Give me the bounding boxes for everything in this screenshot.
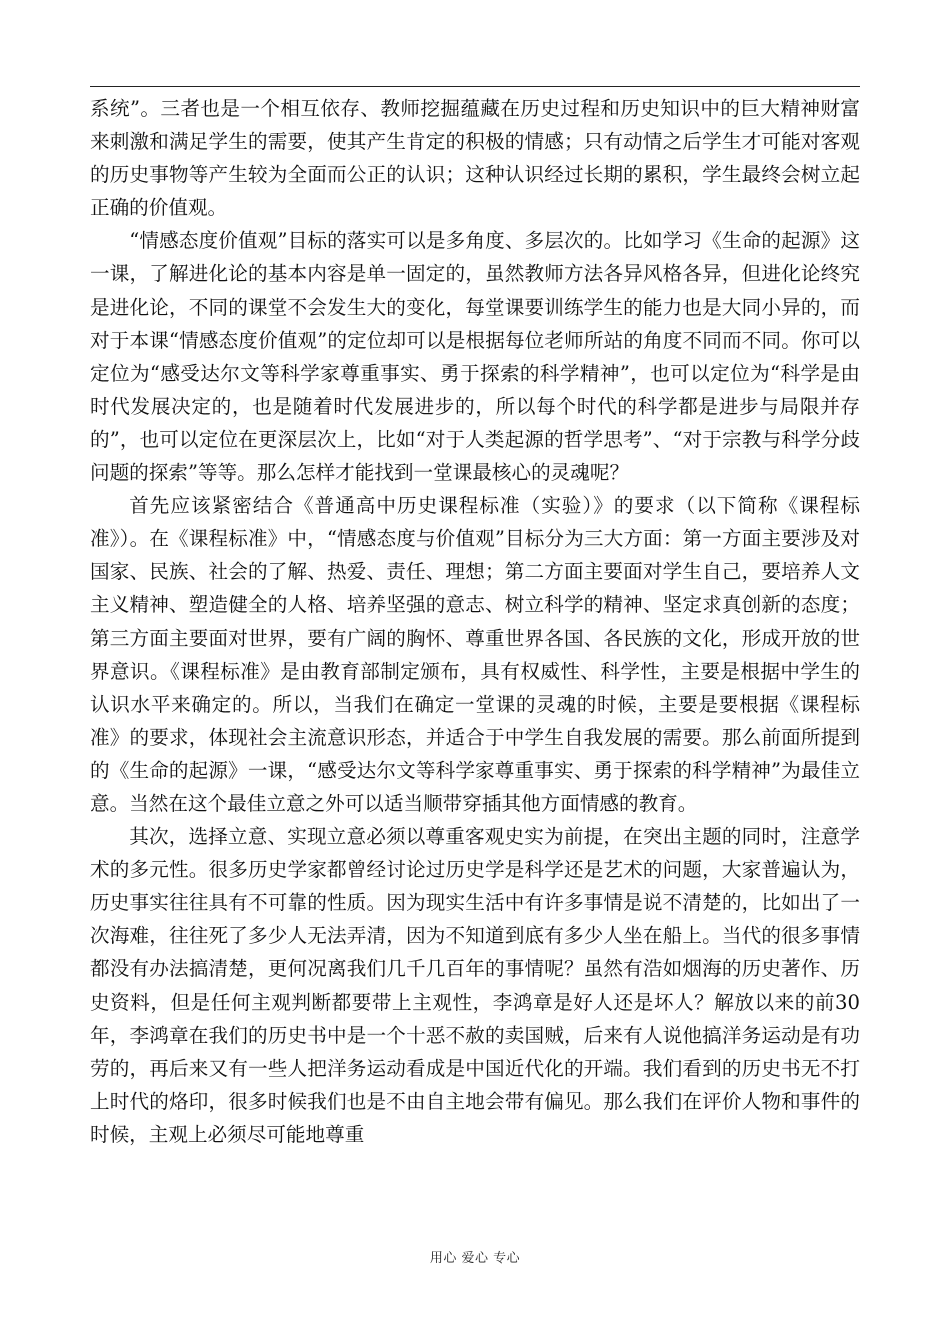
- document-body: [90, 92, 860, 1151]
- header-rule: [90, 86, 860, 87]
- paragraph-1: 系统”。三者也是一个相互依存、教师挖掘蕴藏在历史过程和历史知识中的巨大精神财富来刺激和满足学生的需要，使其产生肯定的积极的情感；只有动情之后学生才可能对客观的历史事物等产生较为全面而公正的认识；这种认识经过长期的累积，学生最终会树立起正确的价值观。: [90, 97, 860, 220]
- paragraph-2: “情感态度价值观”目标的落实可以是多角度、多层次的。比如学习《生命的起源》这一课，了解进化论的基本内容是单一固定的，虽然教师方法各异风格各异，但进化论终究是进化论，不同的课堂不会发生大的变化，每堂课要训练学生的能力也是大同小异的，而对于本课“情感态度价值观”的定位却可以是根据每位老师所站的角度不同而不同。你可以定位为“感受达尔文等科学家尊重事实、勇于探索的科学精神”，也可以定位为“科学是由时代发展决定的，也是随着时代发展进步的，所以每个时代的科学都是进步与局限并存的”，也可以定位在更深层次上，比如“对于人类起源的哲学思考”、“对于宗教与科学分歧问题的探索”等等。那么怎样才能找到一堂课最核心的灵魂呢？: [90, 229, 860, 485]
- page-footer: 用心 爱心 专心: [429, 1251, 521, 1266]
- paragraph-4: 其次，选择立意、实现立意必须以尊重客观史实为前提，在突出主题的同时，注意学术的多元性。很多历史学家都曾经讨论过历史学是科学还是艺术的问题，大家普遍认为，历史事实往往具有不可靠的性质。因为现实生活中有许多事情是说不清楚的，比如出了一次海难，往往死了多少人无法弄清，因为不知道到底有多少人坐在船上。当代的很多事情都没有办法搞清楚，更何况离我们几千几百年的事情呢？虽然有浩如烟海的历史著作、历史资料，但是任何主观判断都要带上主观性，李鸿章是好人还是坏人？解放以来的前30年，李鸿章在我们的历史书中是一个十恶不赦的卖国贼，后来有人说他搞洋务运动是有功劳的，再后来又有一些人把洋务运动看成是中国近代化的开端。我们看到的历史书无不打上时代的烙印，很多时候我们也是不由自主地会带有偏见。那么我们在评价人物和事件的时候，主观上必须尽可能地尊重: [90, 825, 860, 1146]
- paragraph-3: 首先应该紧密结合《普通高中历史课程标准（实验）》的要求（以下简称《课程标准》）。在《课程标准》中，“情感态度与价值观”目标分为三大方面：第一方面主要涉及对国家、民族、社会的了解、热爱、责任、理想；第二方面主要面对学生自己，要培养人文主义精神、塑造健全的人格、培养坚强的意志、树立科学的精神、坚定求真创新的态度；第三方面主要面对世界，要有广阔的胸怀、尊重世界各国、各民族的文化，形成开放的世界意识。《课程标准》是由教育部制定颁布，具有权威性、科学性，主要是根据中学生的认识水平来确定的。所以，当我们在确定一堂课的灵魂的时候，主要是要根据《课程标准》的要求，体现社会主流意识形态，并适合于中学生自我发展的需要。那么前面所提到的《生命的起源》一课，“感受达尔文等科学家尊重事实、勇于探索的科学精神”为最佳立意。当然在这个最佳立意之外可以适当顺带穿插其他方面情感的教育。: [90, 494, 860, 815]
